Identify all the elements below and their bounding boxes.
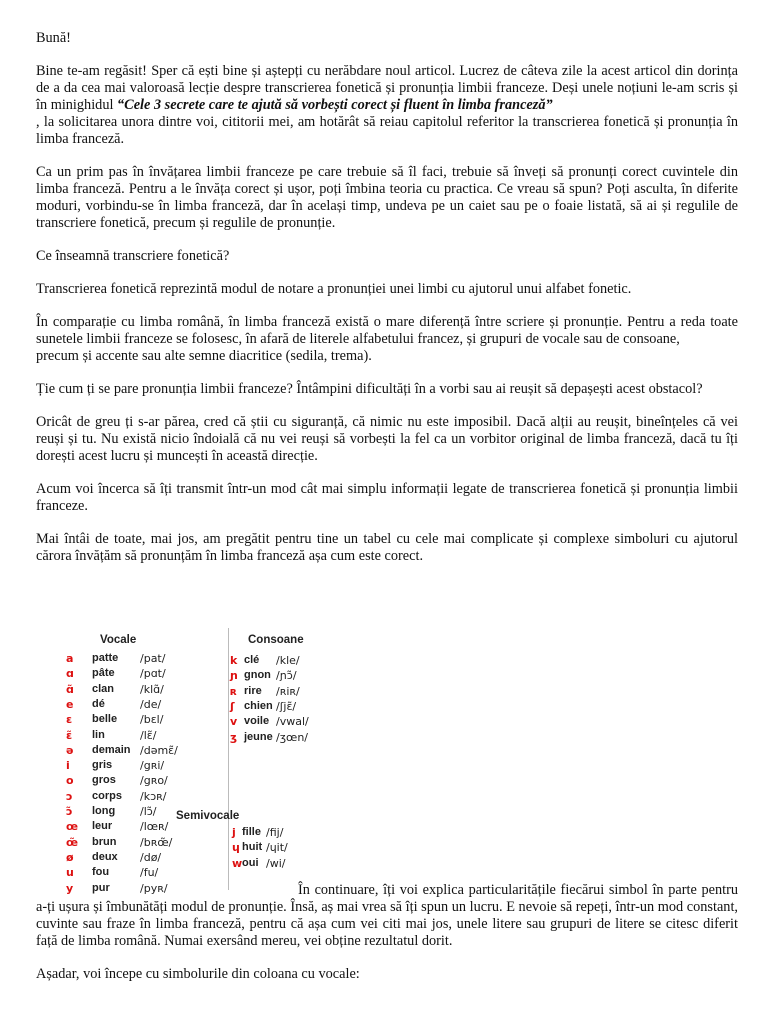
phonetic-sym: i xyxy=(66,759,70,773)
phonetic-word: belle xyxy=(92,713,118,726)
phonetic-sym: k xyxy=(230,654,238,667)
phonetic-ipa: /vwal/ xyxy=(276,715,309,729)
table-intro-paragraph: Mai întâi de toate, mai jos, am pregătit pentru tine un tabel cu cele mai complicate și complexe simboluri cu ajutorul cărora învățăm să pronunțăm în limba franceză așa cum este corect. xyxy=(36,531,738,564)
phonetic-ipa: /ʀiʀ/ xyxy=(276,684,300,698)
article-continuation xyxy=(36,882,738,999)
phonetic-word: deux xyxy=(92,850,118,863)
transmit-paragraph: Acum voi încerca să îți transmit într-un mod cât mai simplu informații legate de transcrierea fonetică și pronunția limbii franceze. xyxy=(36,481,738,514)
phonetic-ipa: /kɔʀ/ xyxy=(140,789,167,803)
phonetic-word: gnon xyxy=(244,669,271,682)
phonetic-word: chien xyxy=(244,699,273,712)
phonetic-word: gris xyxy=(92,759,113,772)
phonetic-ipa: /gʀi/ xyxy=(140,759,165,773)
phonetic-ipa: /gʀo/ xyxy=(140,774,168,788)
phonetic-word: clé xyxy=(244,654,260,666)
phonetic-word: fou xyxy=(92,866,110,879)
pronunciation-question: Ție cum ți se pare pronunția limbii franceze? Întâmpini dificultăți în a vorbi sau ai reușit să depașești acest obstacol? xyxy=(36,381,703,397)
consonants-header: Consoane xyxy=(248,634,304,646)
phonetic-word: pur xyxy=(92,881,110,894)
phonetic-ipa: /dəmɛ̃/ xyxy=(140,743,178,757)
phonetic-word: oui xyxy=(242,856,259,869)
phonetic-ipa: /pyʀ/ xyxy=(140,881,168,895)
phonetic-sym: ɑ xyxy=(66,667,74,681)
phonetic-word: long xyxy=(92,805,116,817)
article-body xyxy=(36,30,738,581)
phonetic-word: patte xyxy=(92,652,119,664)
phonetic-sym: a xyxy=(66,652,74,665)
phonetic-sym: v xyxy=(230,715,238,729)
phonetic-sym: ʒ xyxy=(230,730,238,744)
phonetic-word: leur xyxy=(92,820,113,833)
phonetic-ipa: /lœʀ/ xyxy=(140,820,169,834)
phonetic-word: pâte xyxy=(92,667,115,680)
phonetic-sym: ɔ̃ xyxy=(66,805,73,818)
phonetic-sym: ɛ̃ xyxy=(66,728,73,742)
phonetic-sym: ø xyxy=(66,850,74,864)
phonetic-word: huit xyxy=(242,841,263,854)
phonetic-word: demain xyxy=(92,743,131,756)
phonetic-ipa: /lɛ̃/ xyxy=(140,728,157,742)
phonetic-sym: ʃ xyxy=(230,699,235,713)
start-vowels-paragraph: Așadar, voi începe cu simbolurile din coloana cu vocale: xyxy=(36,966,360,982)
phonetic-ipa: /dø/ xyxy=(140,850,162,864)
phonetic-sym: u xyxy=(66,866,74,880)
phonetic-sym: ɑ̃ xyxy=(66,682,74,696)
intro-tail: , la solicitarea unora dintre voi, cititorii mei, am hotărât să reiau capitolul referitor la transcrierea fonetică și pronunția în limba franceză. xyxy=(36,114,738,147)
definition-paragraph: Transcrierea fonetică reprezintă modul de notare a pronunției unei limbi cu ajutorul unui alfabet fonetic. xyxy=(36,281,632,297)
phonetic-sym: ɔ xyxy=(66,789,73,803)
encouragement-paragraph: Oricât de greu ți s-ar părea, cred că știi cu siguranță, că nimic nu este imposibil. Dacă alții au reușit, bineînțeles că vei reuși și tu. Nu există nicio îndoială că nu vei reuși să vorbești la fel ca un vorbitor original de limba franceză, dacă tu îți dorești acest lucru și muncești în această direcție. xyxy=(36,414,738,464)
first-step-paragraph: Ca un prim pas în învățarea limbii franceze pe care trebuie să îl faci, trebuie să înveți să pronunți corect cuvintele din limba franceză. Pentru a le învăța corect și ușor, poți îmbina teoria cu practica. Ce vreau să spun? Poți asculta, în diferite moduri, vorbindu-se în limba franceză, dar în același timp, undeva pe un caiet sau pe o foaie listată, să ai și regulile de transcriere fonetică, precum și regulile de pronunție. xyxy=(36,164,738,231)
phonetic-sym: ɲ xyxy=(230,669,238,683)
phonetic-sym: ə xyxy=(66,743,74,757)
comparison-text: În comparație cu limba română, în limba franceză există o mare diferență între scriere și pronunție. Pentru a reda toate sunetele limbii franceze se folosesc, în afară de literele alfabetului francez, și grupuri de vocale sau de consoane, xyxy=(36,314,738,347)
phonetic-sym: œ xyxy=(66,820,79,834)
continuation-paragraph xyxy=(36,882,738,950)
phonetic-word: jeune xyxy=(244,730,273,743)
phonetic-ipa: /ʒœn/ xyxy=(276,730,308,744)
phonetic-ipa: /pɑt/ xyxy=(140,667,166,681)
intro-text: Bine te-am regăsit! Sper că ești bine și aștepți cu nerăbdare noul articol. Lucrez de câteva zile la acest articol din dorința de a da cea mai valoroasă lecție despre transcrierea fonetică și pronunția limbii franceze. Deși unele noțiuni le-am scris și în minighidul xyxy=(36,63,738,113)
phonetic-sym: ɛ xyxy=(66,713,73,727)
phonetic-word: corps xyxy=(92,789,122,802)
phonetic-word: voile xyxy=(244,715,270,728)
phonetic-sym: œ̃ xyxy=(66,835,79,849)
phonetic-sym: j xyxy=(232,826,236,839)
intro-paragraph xyxy=(36,63,738,148)
phonetic-sym: o xyxy=(66,774,74,788)
phonetic-ipa: /pat/ xyxy=(140,652,166,665)
phonetic-word: gros xyxy=(92,774,116,787)
phonetic-table-image xyxy=(58,624,309,895)
phonetic-ipa: /de/ xyxy=(140,697,162,711)
continuation-text: În continuare, îți voi explica particularitățile fiecărui simbol în parte pentru a-ți ușura și îmbunătăți modul de pronunție. Însă, aș mai vrea să îți spun un lucru. E nevoie să repeți, într-un mod constant, cuvinte sau fraze în limba franceză, pentru că așa cum vei citi mai jos, unele litere sau grupuri de litere se citesc diferit față de limba română. Numai exersând mereu, vei obține rezultatul dorit. xyxy=(36,882,738,949)
vowels-header: Vocale xyxy=(100,634,137,646)
phonetic-ipa: /fij/ xyxy=(266,826,284,839)
phonetic-ipa: /bʀœ̃/ xyxy=(140,835,173,849)
phonetic-ipa: /ɲɔ̃/ xyxy=(276,669,297,683)
phonetic-ipa: /lɔ̃/ xyxy=(140,805,157,818)
phonetic-sym: ɥ xyxy=(232,841,240,855)
semivowels-header: Semivocale xyxy=(176,810,240,822)
phonetic-sym: ʀ xyxy=(230,684,238,698)
phonetic-ipa: /bɛl/ xyxy=(140,713,164,727)
phonetic-word: fille xyxy=(242,826,261,838)
phonetic-sym: w xyxy=(232,856,243,870)
phonetic-ipa: /ɥit/ xyxy=(266,841,288,855)
phonetic-sym: e xyxy=(66,697,74,711)
phonetic-ipa: /klɑ̃/ xyxy=(140,682,164,696)
comparison-paragraph xyxy=(36,314,738,365)
phonetic-word: brun xyxy=(92,835,117,848)
column-divider xyxy=(228,628,229,890)
phonetic-word: lin xyxy=(92,728,105,741)
phonetic-word: dé xyxy=(92,697,105,710)
question-heading: Ce înseamnă transcriere fonetică? xyxy=(36,248,230,264)
phonetic-word: rire xyxy=(244,684,262,697)
comparison-tail: precum și accente sau alte semne diacritice (sedila, trema). xyxy=(36,348,372,364)
phonetic-ipa: /fu/ xyxy=(140,866,159,880)
phonetic-word: clan xyxy=(92,682,115,695)
phonetic-ipa: /ʃjɛ̃/ xyxy=(276,699,297,713)
greeting: Bună! xyxy=(36,30,71,46)
phonetic-ipa: /kle/ xyxy=(276,654,300,667)
phonetic-sym: y xyxy=(66,881,74,895)
phonetic-ipa: /wi/ xyxy=(266,856,286,870)
guide-title: “Cele 3 secrete care te ajută să vorbești corect și fluent în limba franceză” xyxy=(117,97,553,113)
